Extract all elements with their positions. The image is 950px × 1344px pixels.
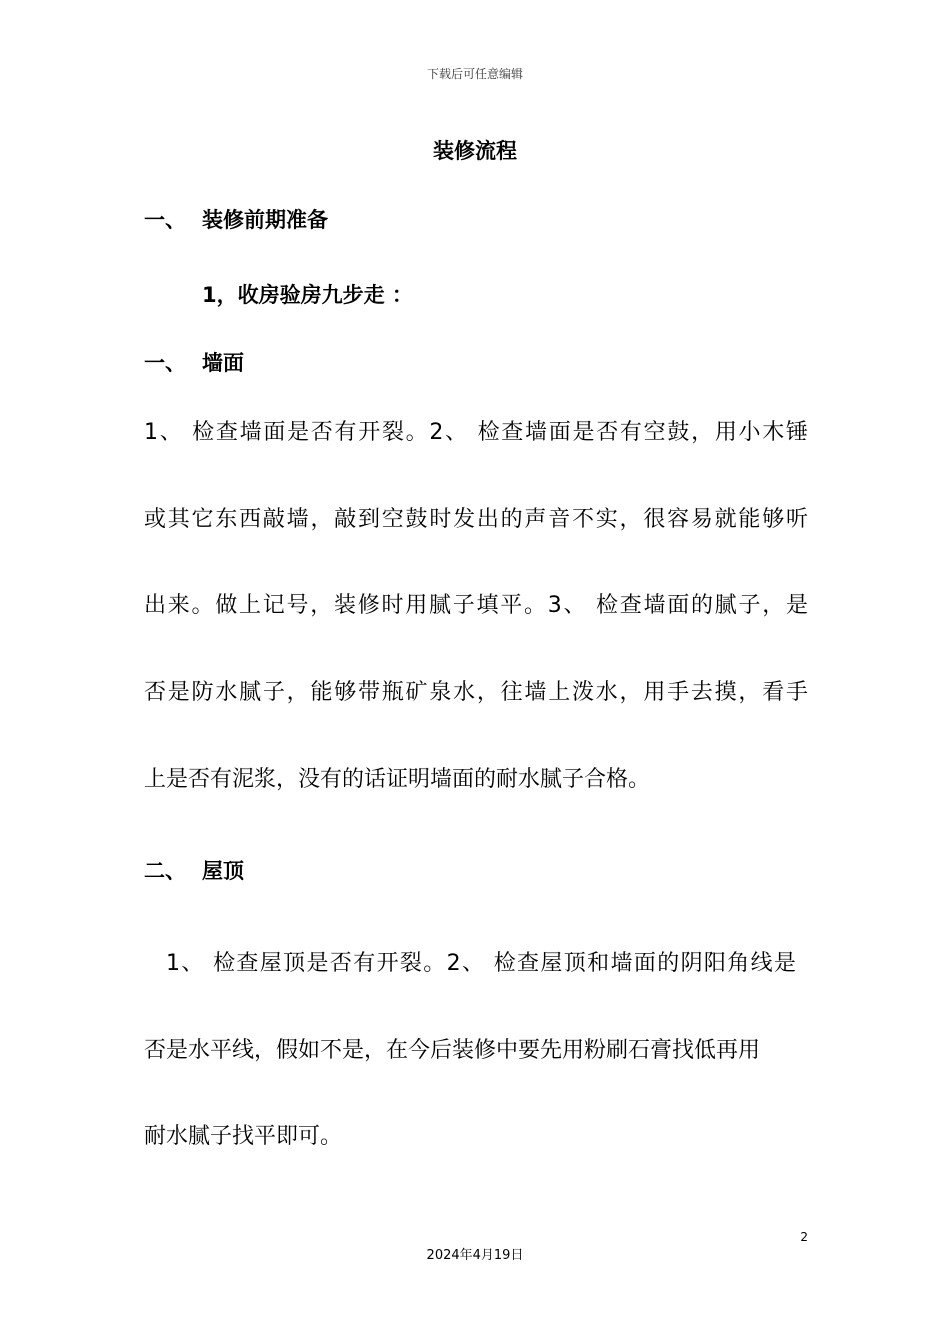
document-title: 装修流程 (433, 139, 517, 163)
part-heading-ceiling (144, 856, 244, 886)
part-heading-wall (144, 348, 244, 378)
ceiling-text-line: 否是水平线，假如不是，在今后装修中要先用粉刷石膏找低再用 (144, 1038, 761, 1063)
footer-date: 2024年4月19日 (426, 1248, 524, 1263)
section-heading-preparation (144, 205, 328, 235)
part-label: 墙面 (202, 351, 244, 375)
wall-text-line: 或其它东西敲墙，敲到空鼓时发出的声音不实，很容易就能够听 (144, 507, 808, 532)
header-note: 下载后可任意编辑 (426, 67, 523, 81)
ceiling-text-line: 耐水腻子找平即可。 (144, 1124, 343, 1149)
wall-text-line: 上是否有泥浆，没有的话证明墙面的耐水腻子合格。 (144, 767, 651, 792)
part-number: 一、 (144, 351, 186, 375)
ceiling-text-line: 1、 检查屋顶是否有开裂。2、 检查屋顶和墙面的阴阳角线是 (166, 951, 796, 976)
wall-text-line: 否是防水腻子，能够带瓶矿泉水，往墙上泼水，用手去摸，看手 (144, 680, 808, 705)
wall-text-line: 1、 检查墙面是否有开裂。2、 检查墙面是否有空鼓，用小木锤 (144, 420, 808, 445)
section-number: 一、 (144, 208, 186, 232)
page-number: 2 (800, 1230, 808, 1244)
section-label: 装修前期准备 (202, 208, 328, 232)
part-number: 二、 (144, 859, 186, 883)
wall-text-line: 出来。做上记号，装修时用腻子填平。3、 检查墙面的腻子，是 (144, 593, 808, 618)
part-label: 屋顶 (202, 859, 244, 883)
subsection-heading-inspection: 1，收房验房九步走 ： (202, 283, 413, 307)
